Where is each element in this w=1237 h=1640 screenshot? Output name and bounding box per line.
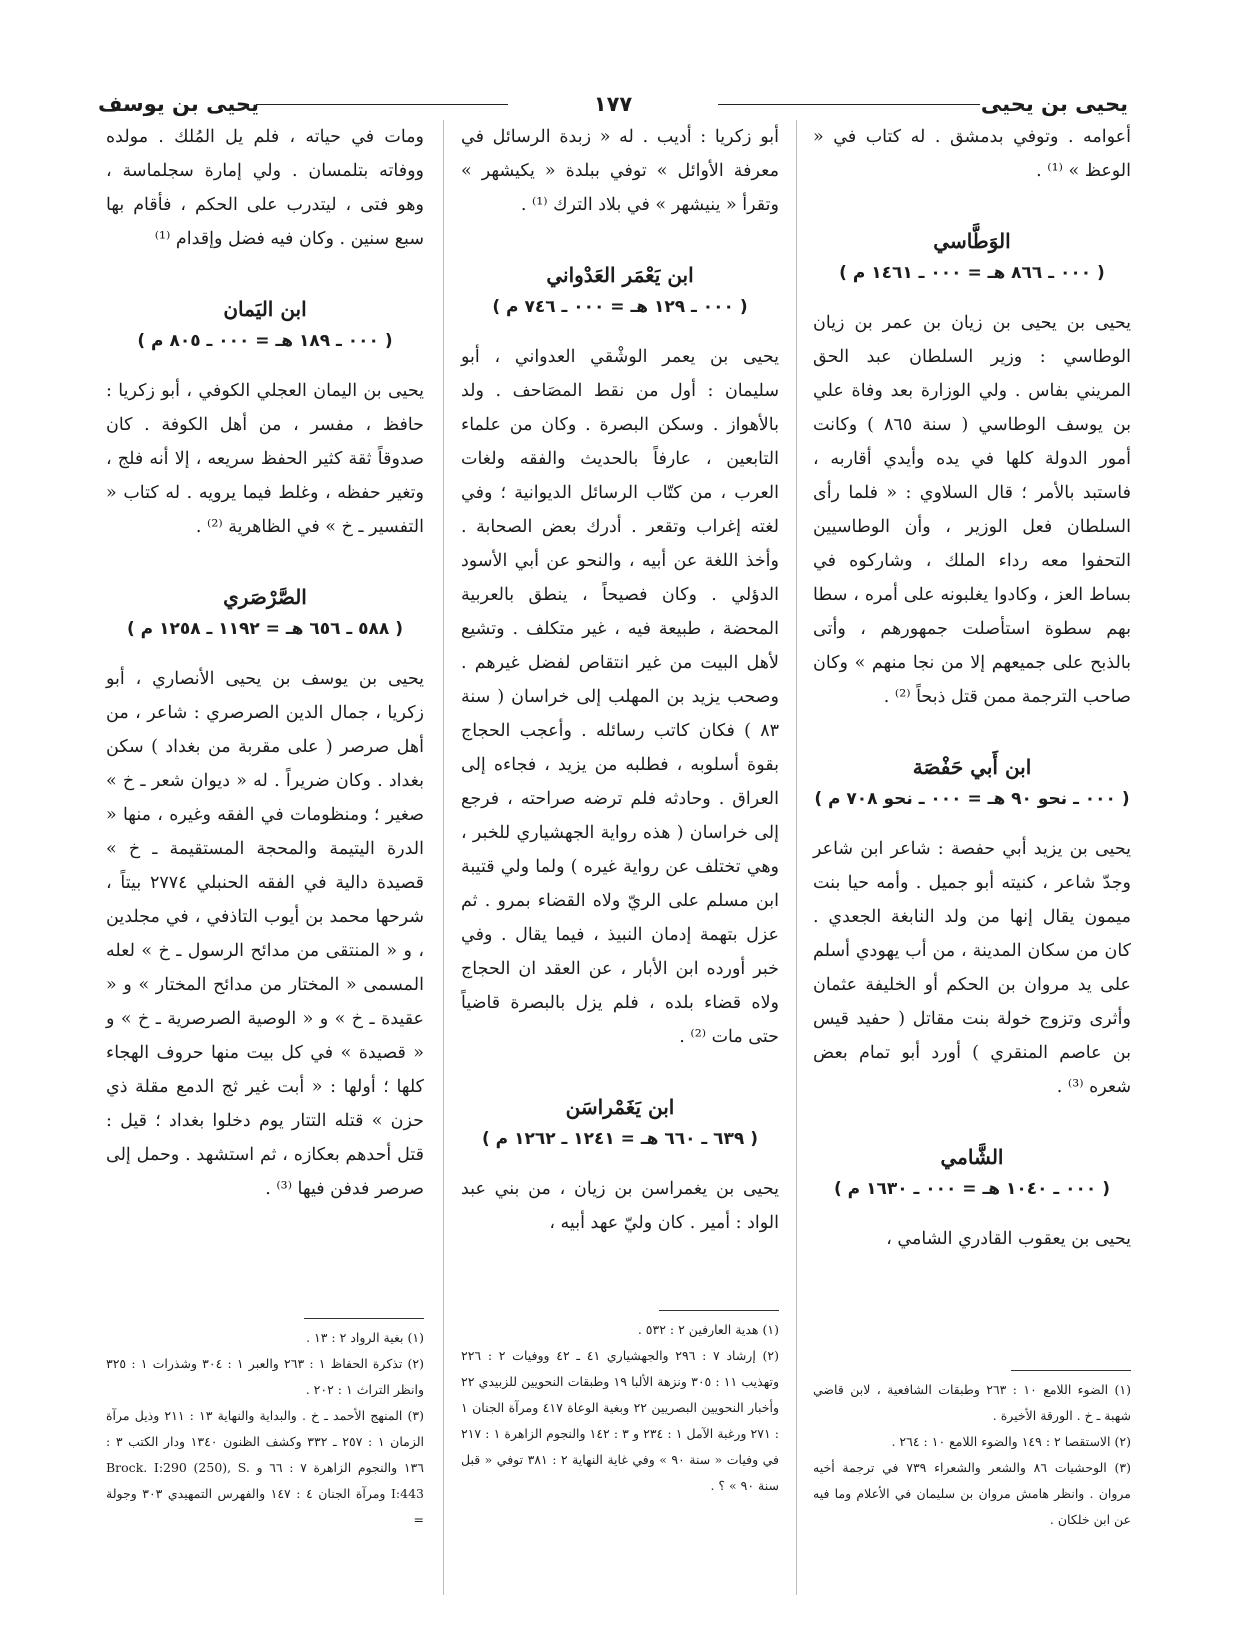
entry-wattasi — [813, 224, 1131, 714]
footnote: (٢) تذكرة الحفاظ ١ : ٢٦٣ والعبر ١ : ٣٠٤ وشذرات ١ : ٣٢٥ وانظر التراث ١ : ٢٠٢ . — [106, 1356, 424, 1397]
footnote: (٢) الاستقصا ٢ : ١٤٩ والضوء اللامع ١٠ : ٢٦٤ . — [891, 1434, 1131, 1449]
footnotes-left — [106, 1318, 424, 1533]
entry-ibn-abi-hafsa — [813, 750, 1131, 1104]
header-first-entry: يحيى بن يحيى — [980, 92, 1128, 116]
entry-sarsari — [106, 580, 424, 1206]
entry-title: الشَّامي — [940, 1145, 1004, 1169]
entry-body: يحيى بن يزيد أبي حفصة : شاعر ابن شاعر وجدّ شاعر ، كنيته أبو جميل . وأمه حيا بنت ميمون يقال إنها من ولد النابغة الجعدي . كان من سكان المدينة ، من أب يهودي أسلم على يد مروان بن الحكم أو الخليفة عثمان وأثرى وتزوج خولة بنت مقاتل ( حفيد قيس بن عاصم المنقري ) أورد أبو تمام بعض شعره ⁽³⁾ . — [813, 839, 1131, 1097]
continuation-paragraph: أبو زكريا : أديب . له « زبدة الرسائل في معرفة الأوائل » توفي ببلدة « يكيشهر » وتقرأ « ينيشهر » في بلاد الترك ⁽¹⁾ . — [461, 127, 779, 215]
entry-body: يحيى بن يوسف بن يحيى الأنصاري ، أبو زكريا ، جمال الدين الصرصري : شاعر ، من أهل صرصر ( على مقربة من بغداد ) سكن بغداد . وكان ضريراً . له « ديوان شعر ـ خ » صغير ؛ ومنظومات في الفقه وغيره ، منها « الدرة اليتيمة والمحجة المستقيمة ـ خ » قصيدة دالية في الفقه الحنبلي ٢٧٧٤ بيتاً ، شرحها محمد بن أيوب التاذفي ، في مجلدين ، و « المنتقى من مدائح الرسول ـ خ » لعله المسمى « المختار من مدائح المختار » و « عقيدة ـ خ » و « الوصية الصرصرية ـ خ » و « قصيدة » في كل بيت منها حروف الهجاء كلها ؛ أولها : « أبت غير ثج الدمع مقلة ذي حزن » قتله التتار يوم دخلوا بغداد ؛ قيل : قتل أحدهم بعكازه ، ثم استشهد . وحمل إلى صرصر فدفن فيها ⁽³⁾ . — [106, 669, 424, 1199]
entry-body: يحيى بن يعمر الوشْقي العدواني ، أبو سليمان : أول من نقط المصَاحف . ولد بالأهواز . وسكن البصرة . وكان من علماء التابعين ، عارفاً بالحديث والفقه ولغات العرب ، من كتّاب الرسائل الديوانية ؛ وفي لغته إغراب وتقعر . أدرك بعض الصحابة . وأخذ اللغة عن أبيه ، والنحو عن أبي الأسود الدؤلي . وكان فصيحاً ، ينطق بالعربية المحضة ، طبيعة فيه ، غير متكلف . وتشيع لأهل البيت من غير انتقاص لفضل غيرهم . وصحب يزيد بن المهلب إلى خراسان ( سنة ٨٣ ) فكان كاتب رسائله . وأعجب الحجاج بقوة أسلوبه ، فطلبه من يزيد ، فجاءه إلى العراق . وحادثه فلم ترضه صراحته ، فرجع إلى خراسان ( هذه رواية الجهشياري للخبر ، وهي تختلف عن رواية غيره ) ولما ولي قتيبة ابن مسلم على الريّ ولاه القضاء بمرو . ثم عزل بتهمة إدمان النبيذ ، فيما يقال . وفي خبر أورده ابن الأبار ، عن العقد ان الحجاج ولاه قضاء بلده ، فلم يزل بالبصرة قاضياً حتى مات ⁽²⁾ . — [461, 347, 779, 1047]
footnote: (٣) الوحشيات ٨٦ والشعر والشعراء ٧٣٩ في ترجمة أخيه مروان . وانظر هامش مروان بن سليمان في الأعلام وما فيه عن ابن خلكان . — [813, 1460, 1131, 1527]
footnote-rule — [1011, 1370, 1131, 1371]
footnotes-right — [813, 1370, 1131, 1533]
entry-ibn-al-yaman — [106, 292, 424, 544]
footnote: (١) هدية العارفين ٢ : ٥٣٢ . — [637, 1322, 779, 1337]
footnotes-middle — [461, 1310, 779, 1499]
entry-dates: ( ٠٠٠ ـ نحو ٩٠ هـ = ٠٠٠ ـ نحو ٧٠٨ م ) — [814, 789, 1130, 809]
entry-shami — [813, 1140, 1131, 1256]
entry-body: يحيى بن يغمراسن بن زيان ، من بني عبد الواد : أمير . كان وليّ عهد أبيه ، — [461, 1179, 779, 1233]
continuation-paragraph: ومات في حياته ، فلم يل المُلك . مولده ووفاته بتلمسان . ولي إمارة سجلماسة ، وهو فتى ، ليتدرب على الحكم ، فأقام بها سبع سنين . وكان فيه فضل وإقدام ⁽¹⁾ — [106, 127, 424, 249]
footnote-rule — [659, 1310, 779, 1311]
entry-body: يحيى بن يعقوب القادري الشامي ، — [886, 1229, 1131, 1249]
entry-title: ابن أَبي حَفْصَة — [912, 755, 1032, 779]
entry-title: ابن اليَمان — [223, 297, 307, 321]
footnote: (٣) المنهج الأحمد ـ خ . والبداية والنهاية ١٣ : ٢١١ وذيل مرآة الزمان ١ : ٢٥٧ ـ ٣٣٢ وكشف الظنون ١٣٤٠ ودار الكتب ٣ : ١٣٦ والنجوم الزاهرة ٧ : ٦٦ و Brock. I:290 (250), S. I:443 ومرآة الجنان ٤ : ١٤٧ والفهرس التمهيدي ٣٠٣ وجولة = — [106, 1408, 425, 1527]
running-header — [98, 82, 1128, 116]
entry-dates: ( ٠٠٠ ـ ١٢٩ هـ = ٠٠٠ ـ ٧٤٦ م ) — [492, 297, 748, 317]
entry-title: الصَّرْصَري — [223, 585, 307, 609]
header-last-entry: يحيى بن يوسف — [98, 92, 259, 116]
entry-dates: ( ٠٠٠ ـ ٨٦٦ هـ = ٠٠٠ ـ ١٤٦١ م ) — [839, 263, 1105, 283]
footnote: (١) بغية الرواد ٢ : ١٣ . — [306, 1330, 424, 1345]
footnote-rule — [304, 1318, 424, 1319]
entry-dates: ( ٦٣٩ ـ ٦٦٠ هـ = ١٢٤١ ـ ١٢٦٢ م ) — [481, 1129, 758, 1149]
footnote: (١) الضوء اللامع ١٠ : ٢٦٣ وطبقات الشافعية ، لابن قاضي شهبة ـ خ . الورقة الأخيرة . — [813, 1382, 1131, 1423]
entry-title: ابن يَغَمْراسَن — [565, 1095, 675, 1119]
entry-ibn-yamar — [461, 258, 779, 1054]
column-divider — [443, 120, 444, 1595]
entry-title: ابن يَعْمَر العَدْواني — [546, 263, 694, 287]
entry-title: الوَطَّاسي — [933, 229, 1011, 253]
header-rule-left — [256, 104, 508, 105]
header-rule-right — [718, 104, 980, 105]
column-divider — [796, 120, 797, 1595]
entry-body: يحيى بن يحيى بن زيان بن عمر بن زيان الوطاسي : وزير السلطان عبد الحق المريني بفاس . ولي الوزارة بعد وفاة علي بن يوسف الوطاسي ( سنة ٨٦٥ ) وكانت أمور الدولة كلها في يده وأيدي أقاربه ، فاستبد بالأمر ؛ قال السلاوي : « فلما رأى السلطان فعل الوزير ، وأن الوطاسيين التحفوا معه رداء الملك ، وشاركوه في بساط العز ، وكادوا يغلبونه على أمره ، سطا بهم سطوة استأصلت جمهورهم ، وأتى بالذبح على جميعهم إلا من نجا منهم » وكان صاحب الترجمة ممن قتل ذبحاً ⁽²⁾ . — [813, 313, 1132, 707]
entry-dates: ( ٠٠٠ ـ ١٨٩ هـ = ٠٠٠ ـ ٨٠٥ م ) — [137, 331, 393, 351]
entry-ibn-yaghmurasan — [461, 1090, 779, 1240]
entry-dates: ( ٥٨٨ ـ ٦٥٦ هـ = ١١٩٢ ـ ١٢٥٨ م ) — [126, 619, 403, 639]
footnote: (٢) إرشاد ٧ : ٢٩٦ والجهشياري ٤١ ـ ٤٢ ووفيات ٢ : ٢٢٦ وتهذيب ١١ : ٣٠٥ ونزهة الألبا ١٩ وطبقات النحويين للزبيدي ٢٢ وأخبار النحويين البصريين ٢٢ وبغية الوعاة ٤١٧ ومرآة الجنان ١ : ٢٧١ ورغبة الآمل ١ : ٢٣٤ و ٣ : ١٤٢ والنجوم الزاهرة ١ : ٢١٧ في وفيات « سنة ٩٠ » وفي غاية النهاية ٢ : ٣٨١ توفي « قبل سنة ٩٠ » ؟ . — [461, 1348, 779, 1493]
entry-dates: ( ٠٠٠ ـ ١٠٤٠ هـ = ٠٠٠ ـ ١٦٣٠ م ) — [833, 1179, 1110, 1199]
entry-body: يحيى بن اليمان العجلي الكوفي ، أبو زكريا : حافظ ، مفسر ، من أهل الكوفة . كان صدوقاً ثقة كثير الحفظ سريعه ، إلا أنه فلج ، وتغير حفظه ، وغلط فيما يرويه . له كتاب « التفسير ـ خ » في الظاهرية ⁽²⁾ . — [106, 381, 424, 537]
page-number: ١٧٧ — [584, 92, 642, 116]
continuation-paragraph: أعوامه . وتوفي بدمشق . له كتاب في « الوعظ » ⁽¹⁾ . — [813, 127, 1131, 181]
